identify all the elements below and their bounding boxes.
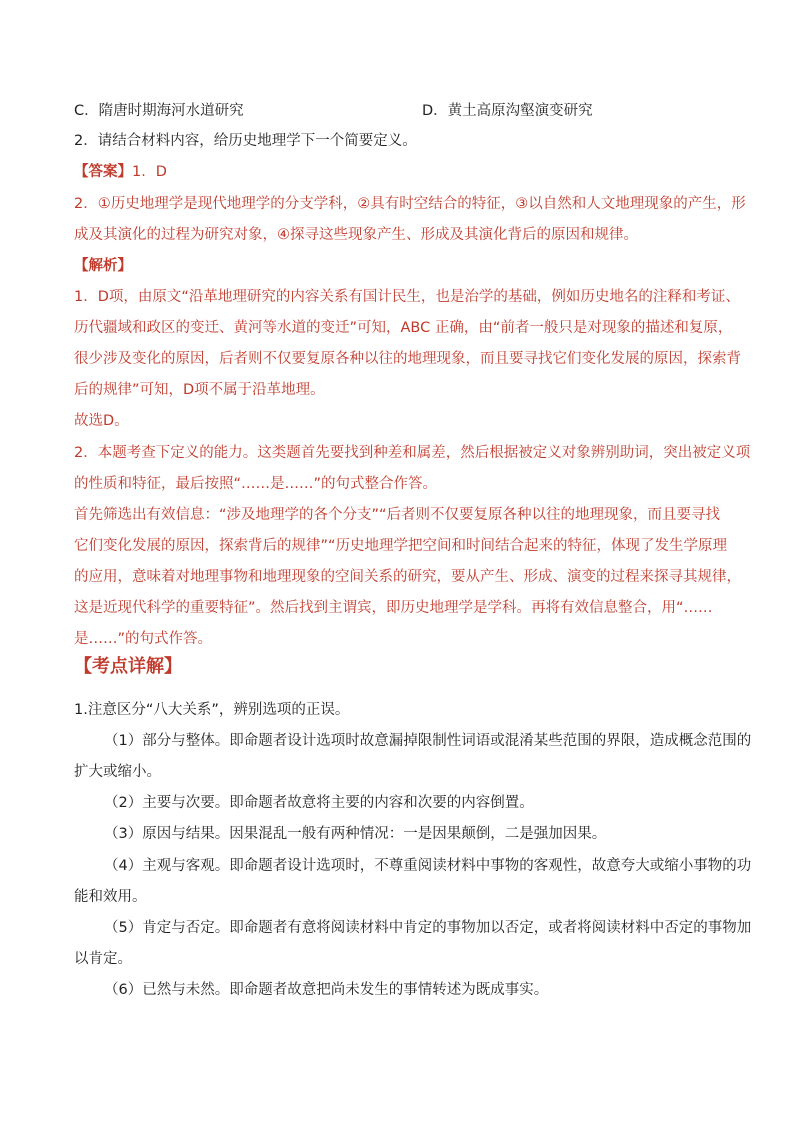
analysis-3-line: 这是近现代科学的重要特征”。然后找到主谓宾，即历史地理学是学科。再将有效信息整合，用“…… [74,600,713,616]
analysis-1-line: 后的规律”可知，D项不属于沿革地理。 [74,382,325,398]
analysis-1-line: 很少涉及变化的原因，后者则不仅要复原各种以往的地理现象，而且要寻找它们变化发展的原因，探索背 [74,351,741,367]
analysis-3-line: 它们变化发展的原因，探索背后的规律”“历史地理学把空间和时间结合起来的特征，体现了发生学原理 [74,538,728,554]
analysis-1-line: 1．D项，由原文“沿革地理研究的内容关系有国计民生，也是治学的基础，例如历史地名的注释和考证、 [74,289,740,305]
option-d: D．黄土高原沟壑演变研究 [422,103,593,119]
section-item: （5）肯定与否定。即命题者有意将阅读材料中肯定的事物加以否定，或者将阅读材料中否定的事物加 [104,920,752,936]
analysis-2-line: 2．本题考查下定义的能力。这类题首先要找到种差和属差，然后根据被定义对象辨别助词，突出被定义项 [74,445,751,461]
analysis-tag: 【解析】 [74,258,132,274]
options-row [74,101,714,121]
section-title: 【考点详解】 [74,656,182,677]
option-c: C．隋唐时期海河水道研究 [74,103,244,119]
answer-tag: 【答案】 [74,164,132,180]
section-item: （2）主要与次要。即命题者故意将主要的内容和次要的内容倒置。 [104,795,534,811]
section-item: （3）原因与结果。因果混乱一般有两种情况：一是因果颠倒，二是强加因果。 [104,826,607,842]
section-item: 扩大或缩小。 [74,764,161,780]
answer-2-line-1: 2．①历史地理学是现代地理学的分支学科，②具有时空结合的特征，③以自然和人文地理现象的产生，形 [74,196,746,212]
section-item: （6）已然与未然。即命题者故意把尚未发生的事情转述为既成事实。 [104,982,549,998]
section-intro: 1.注意区分“八大关系”，辨别选项的正误。 [74,702,350,718]
answer-block [74,162,167,182]
section-item: （1）部分与整体。即命题者设计选项时故意漏掉限制性词语或混淆某些范围的界限，造成概念范围的 [104,733,752,749]
answer-1: 1．D [132,164,167,180]
analysis-3-line: 首先筛选出有效信息：“涉及地理学的各个分支”“后者则不仅要复原各种以往的地理现象，而且要寻找 [74,507,721,523]
section-item: （4）主观与客观。即命题者设计选项时，不尊重阅读材料中事物的客观性，故意夸大或缩小事物的功 [104,858,752,874]
section-item: 能和效用。 [74,889,147,905]
analysis-3-line: 的应用，意味着对地理事物和地理现象的空间关系的研究，要从产生、形成、演变的过程来探寻其规律， [74,569,741,585]
answer-2-line-2: 成及其演化的过程为研究对象，④探寻这些现象产生、形成及其演化背后的原因和规律。 [74,227,638,243]
analysis-2-line: 的性质和特征，最后按照“……是……”的句式整合作答。 [74,476,438,492]
analysis-3-line: 是……”的句式作答。 [74,631,213,647]
section-item: 以肯定。 [74,951,132,967]
analysis-1-line: 故选D。 [74,413,129,429]
question-2: 2．请结合材料内容，给历史地理学下一个简要定义。 [74,133,417,149]
analysis-1-line: 历代疆域和政区的变迁、黄河等水道的变迁”可知，ABC 正确，由“前者一般只是对现象的描述和复原， [74,320,733,336]
